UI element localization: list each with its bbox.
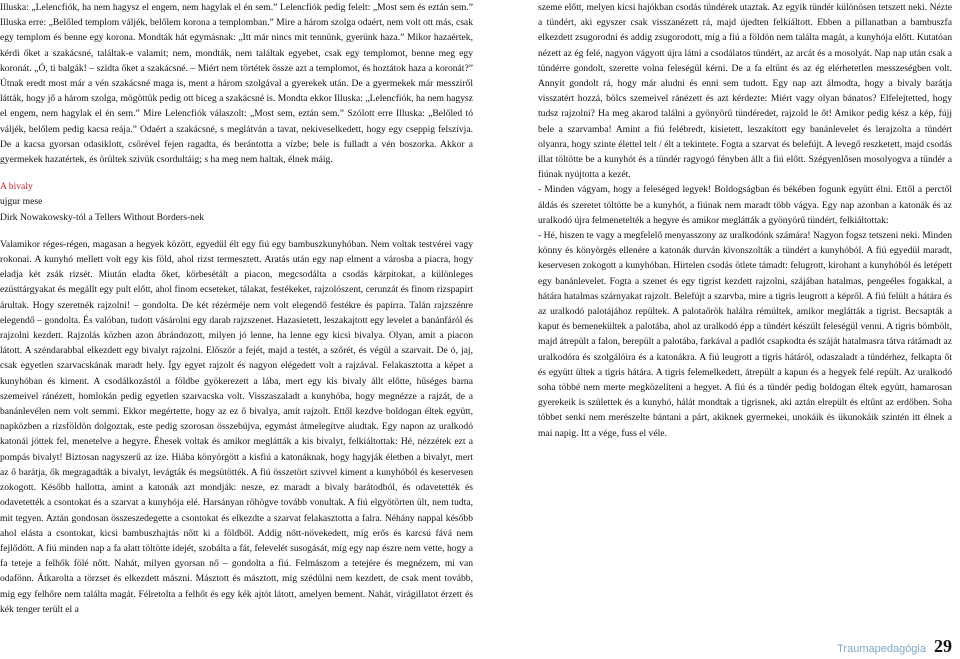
- story-credit: Dirk Nowakowsky-tól a Tellers Without Borders-nek: [0, 211, 205, 223]
- section-label: Traumapedagógia: [837, 643, 926, 655]
- story-title: A bivaly: [0, 181, 33, 193]
- page-number: 29: [934, 636, 952, 656]
- right-column-text: szeme előtt, melyen kicsi hajókban csodás tündérek utaztak. Az egyik tündér különösen tetszett neki. Nézte a tündért, aki egyszer csak visszanézett rá, majd újedten felkiáltott. Ebben a pillanatban a bambuszfa elkezdett zsugorodni és addig zsugorodott, míg a fiú a földön nem találta magát, a kunyhója előtt. Kutatóan nézett az ég felé, nagyon vágyott újra látni a csodálatos tündért, az arcát és a mosolyát. Nap nap után csak a tündérre gondolt, szerette volna feleségül kérni. De a fa eltűnt és az ég elérhetetlen messzeségben volt. Annyit gondolt rá, hogy már aludni és enni sem tudott. Egy nap azt álmodta, hogy a bivaly barátja visszatért hozzá, bölcs szemeivel ránézett és azt kérdezte: Miért vagy olyan bánatos? Elfelejtetted, hogy tudsz rajzolni? Ha meg akarod találni a gyönyörű tündéredet, rajzold le őt! Amikor pedig kész a kép, fújj bele a szarvamba! Amint a fiú felébredt, kisietett, leszakított egy banánlevelet és lerajzolta a tündért olyanra, hogy szinte élettel telt / élt a tekintete. Fogta a szarvat és belefújt. A levegő reszketett, majd csodás illat töltötte be a kunyhót és a tündér ragyogó fényben állt a fiú előtt. Szégyenlősen mosolyogva a tündér a fiúnak nyújtotta a kezét. - Minden vágyam, hogy a feleséged legyek! Boldogságban és békében fogunk együtt élni. Ettől a perctől áldás és szeretet töltötte be a kunyhót, a fiúnak nem maradt több vágya. Egy nap azonban a katonák és az uralkodó újra felmenetelték a hegyre és amikor meglátták a gyönyörű tündért, felkiáltottak: - Hé, hiszen te vagy a megfelelő menyasszony az uralkodónk számára! Nagyon fogsz tetszeni neki. Minden könny és könyörgés ellenére a katonák durván kivonszolták a tündért a kunyhóból. A fiú egyedül maradt, keservesen zokogott a kunyhóban. Hirtelen csodás ötlete támadt: felugrott, kirohant a kunyhóból és letépett egy banánlevelet. Fogta a szenet és egy tigrist kezdett rajzolni, szájában hatalmas, pengeéles fogakkal, a hátára hatalmas szárnyakat rajzolt. Belefújt a szarvba, mire a tigris leugrott a képről. A fiú felült a hátára és az uralkodó palotájához repültek. A palotaőrök halálra rémültek, amikor meglátták a tigrist. Becsapták a kaput és bemenekültek a palotába, ahol az uralkodó épp a tündért készült feleségül venni. A tigris bömbölt, majd átrepült a falon, berepült a palotába, farkával a padlót csapkodta és száját hatalmasra tátva rátámadt az uralkodóra és szolgálóira és a katonákra. A fiú leugrott a tigris hátáról, odaszaladt a tündérhez, felkapta őt és együtt ültek a tigris hátára. A tigris felemelkedett, átrepült a kapun és a hegyek felé repült. Az uralkodó soha többé nem merte megközelíteni a hegyet. A fiú és a tündér pedig boldogan éltek együtt, hamarosan gyerekeik is születtek és a kunyhó, hálát mondtak a tigrisnek, aki aztán elrepült és eltűnt az erdőben. Soha többet senki nem merészelte bántani a párt, akiknek gyermekei, unokáik és ükunokáik szintén itt élnek a mai napig. Itt a vége, fuss el véle.: [538, 2, 952, 439]
- page-footer: [837, 636, 952, 657]
- story-subtitle: ujgur mese: [0, 196, 43, 208]
- right-column: [538, 0, 952, 441]
- story-text: Valamikor réges-régen, magasan a hegyek között, egyedül élt egy fiú egy bambuszkunyhóban. Nem voltak testvérei vagy rokonai. A kunyhó mellett volt egy kis föld, ahol rizst termesztett. Aratás után egy nap elment a városba a piacra, hogy eladja két zsák rizsét. Miután eladta őket, körbesétált a piacon, megcsodálta a csodás kárpitokat, a különleges ezüsttárgyakat és megállt egy pult előtt, ahol finom ecseteket, tálakat, festékeket, rajzolószent, cerunzát és finom rizspapírt árultak. Hogy szeretnék rajzolni! – gondolta. De két rézérméje nem volt elegendő festékre és papírra. Talán rajzszénre elegendő – gondolta. És valóban, tudott vásárolni egy darab rajzszenet. Hazasietett, leszakajtott egy levelet a banánfáról és rajzolni kezdett. Rajzolás közben azon ábrándozott, milyen jó lenne, ha lenne egy kicsi bivalya. Olyan, amit a piacon látott. A széndarabbal elkezdett egy bivalyt rajzolni. Először a fejét, majd a testét, a szőrét, és végül a szarvait. De ó, jaj, csak egyetlen szarvacskának maradt hely. Így egyet rajzolt és nagyon elégedett volt a rajzával. Felakasztotta a képet a kunyhóban és kiment. A csodálkozástól a földbe gyökerezett a lába, mert egy kis bivaly állt előtte, hűséges barna szemeivel ránézett, homlokán pedig egyetlen szarvacska volt. Visszaszaladt a kunyhóba, hogy megnézze a rajzát, de a banánlevélen nem volt semmi. Ekkor megértette, hogy az ez ő bivalya, amit rajzolt. Ettől kezdve boldogan éltek együtt, napközben a rizsföldön dolgoztak, este pedig szorosan összebújva, egymást átmelegítve aludtak. Egy napon az uralkodó katonái jöttek fel, menetelve a hegyre. Éhesek voltak és amikor meglátták a kis bivalyt, felkiáltottak: Hé, nézzétek ezt a pompás bivalyt! Biztosan nagyszerű az íze. Hiába könyörgött a kisfiú a katonáknak, hogy hagyják életben a bivalyt, mert az ő barátja, ők megragadták a bivalyt, levágták és megsütötték. A fiú összetört szívvel kiment a kunyhóból és keservesen zokogott. Később hallotta, amint a katonák azt mondják: nesze, ez maradt a bivaly barátodból, és odavetették és odavetették a csontokat és a szarvat a kunyhója elé. Harsányan röhögve tovább vonultak. A fiú elgyötörten ült, nem tudta, mit tegyen. Aztán gondosan összeszedegette a csontokat és elkezdte a szarvat felakasztotta a falra. Néhány nappal később ahol elásta a csontokat, kicsi bambuszhajtás nőtt ki a földből. Addig nőtt-növekedett, míg erős és karcsú fává nem fejlődött. A fiú minden nap a fa alatt töltötte idejét, szobálta a fát, felevelét susogását, míg egy nap észre nem vette, hogy a fa teteje a felhők fölé nőtt. Nahát, milyen gyorsan nő – gondolta a fiú. Felmászom a tetejére és megnézem, mi van odafönn. Átkarolta a törzset és elkezdett mászni. Másztott és másztott, míg szédülni nem kezdett, de csak ment tovább, míg egy felhőre nem találta magát. Félretolta a felhőt és egy kék ajtót látott, amelyen bement. Nahát, virágillatot érzett és kék tenger terült el a: [0, 238, 473, 615]
- intro-paragraph: Illuska: „Lelencfiók, ha nem hagysz el engem, nem hagylak el én sem.” Lelencfiók pedig felelt: „Most sem és eztán sem.” Illuska erre: „Belőled templom váljék, belőlem korona a templomban.” Mire a három szolga odaért, nem volt ott más, csak egy templom és benne egy korona. Mondták hát egymásnak: „Itt már nincs mit tennünk, gyerünk haza.” Mikor hazaértek, kérdi őket a szakácsné, találtak-e valamit; nem, mondták, nem találtak egyebet, csak egy templomot, benne meg egy koronát. „Ó, ti balgák! – szidta őket a szakácsné. – Miért nem törtétek össze azt a templomot, és hoztátok haza a koronát?” Útnak eredt most már a vén szakácsné maga is, ment a három szolgával a gyerekek után. De a gyermekek már messziről látták, hogy jő a három szolga, mögöttük pedig ott biceg a szakácsné is. Mondta ekkor Illuska: „Lelencfiók, ha nem hagysz el engem, nem hagylak el én sem.” Mire Lelencfiók válaszolt: „Most sem, eztán sem.” Szólott erre Illuska: „Belőled tó váljék, belőlem pedig kacsa reája.” Odaért a szakácsné, s meglátván a tavat, nekiveselkedett, hogy egy cseppig felszívja. De a kacsa gyorsan odasiklott, csőrével fejen ragadta, és berántotta a vízbe; bele is fulladt a vén boszorka. Akkor a gyermekek hazatértek, és örültek szívük csordultáig; s ha meg nem haltak, élnek máig.: [0, 2, 473, 166]
- left-column: [0, 0, 473, 617]
